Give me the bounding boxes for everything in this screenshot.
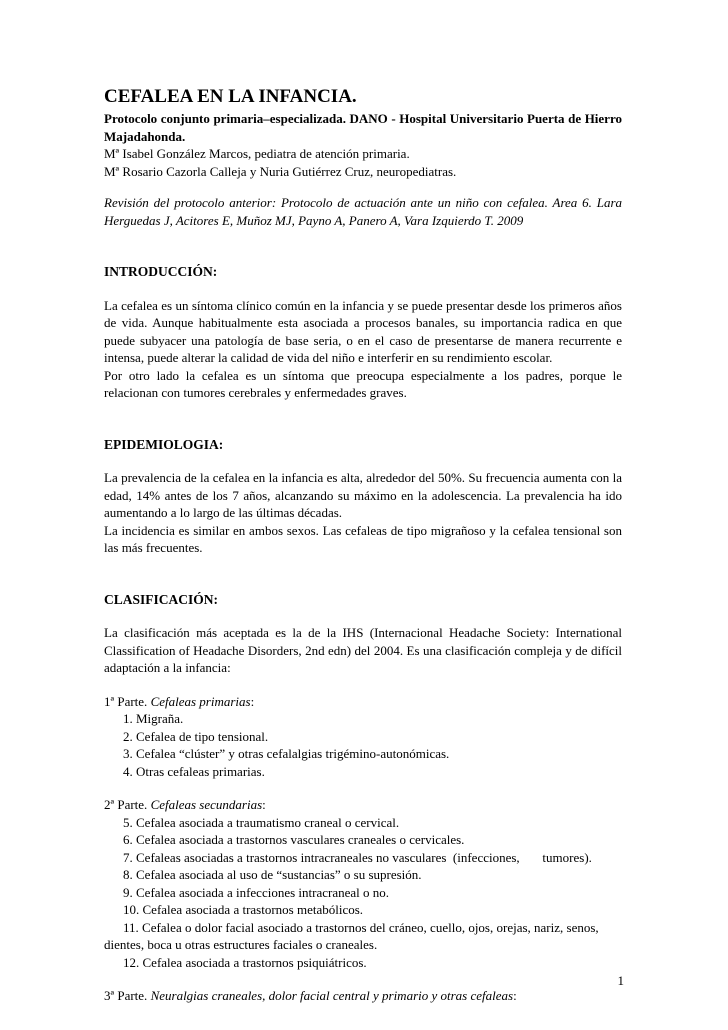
- part-heading: [104, 693, 622, 711]
- classification-part-1: [104, 693, 622, 781]
- list-item: 4. Otras cefaleas primarias.: [123, 763, 265, 779]
- section-introduccion: [104, 297, 622, 402]
- part-prefix: 1ª Parte.: [104, 693, 151, 709]
- document-body: [104, 86, 622, 1005]
- page-number: 1: [617, 973, 624, 988]
- classification-list: [104, 710, 622, 780]
- list-item: 5. Cefalea asociada a traumatismo craneal o cervical.: [123, 814, 400, 830]
- part-suffix: :: [250, 693, 255, 709]
- part-suffix: :: [513, 988, 517, 1003]
- paragraph: La cefalea es un síntoma clínico común en la infancia y se puede presentar desde los primeros años de vida. Aunque habitualmente esta asociada a procesos banales, su importancia radica en que puede subyacer una patología de base seria, o en el caso de presentarse de manera recurrente e intensa, puede alterar la calidad de vida del niño e interferir en su rendimiento escolar.: [104, 297, 622, 365]
- list-item: 9. Cefalea asociada a infecciones intracraneal o no.: [123, 884, 389, 900]
- part-prefix: 2ª Parte.: [104, 797, 151, 812]
- list-item: 8. Cefalea asociada al uso de “sustancias” o su supresión.: [123, 867, 422, 882]
- paragraph: La clasificación más aceptada es la de la IHS (Internacional Headache Society: International Classification of Headache Disorders, 2nd edn) del 2004. Es una clasificación compleja y de difícil adaptación a la infancia:: [104, 625, 622, 675]
- list-item: 11. Cefalea o dolor facial asociado a trastornos del cráneo, cuello, ojos, orejas, nariz, senos, dientes, boca u otras estructures faciales o craneales.: [104, 919, 599, 952]
- part-name: Cefaleas primarias: [150, 693, 251, 709]
- paragraph: La incidencia es similar en ambos sexos. Las cefaleas de tipo migrañoso y la cefalea tensional son las más frecuentes.: [104, 522, 622, 555]
- authors-block: [104, 145, 622, 180]
- part-heading: [104, 987, 622, 1005]
- section-heading-clasificacion: CLASIFICACIÓN:: [104, 591, 219, 607]
- classification-part-3: [104, 987, 622, 1005]
- author-line: Mª Isabel González Marcos, pediatra de atención primaria.: [104, 146, 410, 161]
- section-clasificacion: [104, 624, 622, 1005]
- section-epidemiologia: [104, 469, 622, 557]
- list-item: 10. Cefalea asociada a trastornos metabólicos.: [123, 902, 364, 917]
- list-item: 6. Cefalea asociada a trastornos vasculares craneales o cervicales.: [123, 832, 465, 847]
- revision-note: Revisión del protocolo anterior: Protocolo de actuación ante un niño con cefalea. Area 6. Lara Herguedas J, Acitores E, Muñoz MJ, Payno A, Panero A, Vara Izquierdo T. 2009: [104, 195, 622, 228]
- list-item: 1. Migraña.: [123, 711, 184, 726]
- section-heading-introduccion: INTRODUCCIÓN:: [104, 264, 218, 279]
- paragraph: Por otro lado la cefalea es un síntoma que preocupa especialmente a los padres, porque le relacionan con tumores cerebrales y enfermedades graves.: [104, 367, 622, 400]
- paragraph: La prevalencia de la cefalea en la infancia es alta, alrededor del 50%. Su frecuencia aumenta con la edad, 14% antes de los 7 años, alcanzando su máximo en la adolescencia. La prevalencia ha ido aumentando a lo largo de las últimas décadas.: [104, 470, 622, 520]
- part-name: Neuralgias craneales, dolor facial central y primario y otras cefaleas: [150, 988, 514, 1003]
- document-title: CEFALEA EN LA INFANCIA.: [104, 86, 357, 107]
- part-heading: [104, 796, 622, 814]
- author-line: Mª Rosario Cazorla Calleja y Nuria Gutiérrez Cruz, neuropediatras.: [104, 163, 457, 179]
- part-suffix: :: [262, 797, 266, 812]
- classification-part-2: [104, 796, 622, 971]
- list-item: 2. Cefalea de tipo tensional.: [123, 728, 269, 744]
- part-prefix: 3ª Parte.: [104, 988, 151, 1003]
- list-item: 7. Cefaleas asociadas a trastornos intracraneales no vasculares (infecciones, tumores).: [123, 849, 592, 865]
- list-item: 12. Cefalea asociada a trastornos psiquiátricos.: [123, 954, 367, 970]
- section-heading-epidemiologia: EPIDEMIOLOGIA:: [104, 436, 224, 452]
- document-subtitle: Protocolo conjunto primaria–especializada. DANO - Hospital Universitario Puerta de Hierro Majadahonda.: [104, 111, 622, 144]
- classification-list: [104, 814, 622, 972]
- list-item: 3. Cefalea “clúster” y otras cefalalgias trigémino-autonómicas.: [123, 746, 450, 761]
- part-name: Cefaleas secundarias: [150, 797, 263, 812]
